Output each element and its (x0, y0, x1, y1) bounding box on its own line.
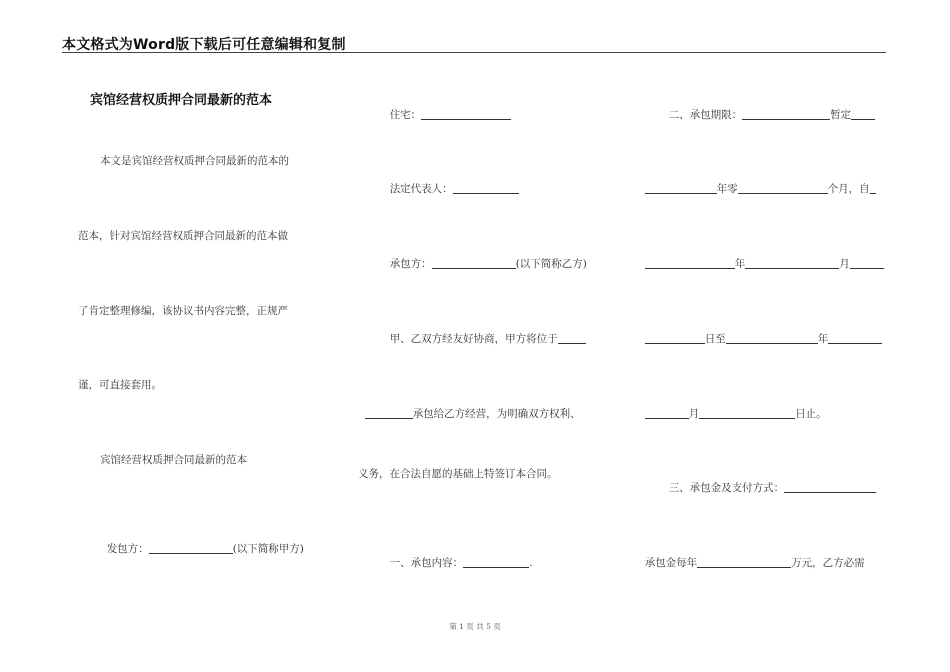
term-text-a: 年零 (716, 183, 738, 195)
zhuzhai-blank[interactable] (421, 109, 511, 120)
intro-line-4: 谨，可直接套用。 (78, 379, 162, 391)
fading-line (383, 168, 519, 196)
contract-subtitle: 宾馆经营权质押合同最新的范本 (100, 454, 247, 466)
start-day-blank-2[interactable] (645, 333, 705, 344)
intro-line-2: 范本，针对宾馆经营权质押合同最新的范本做 (78, 230, 288, 242)
chengbao-blank[interactable] (432, 258, 516, 269)
fading-blank[interactable] (453, 183, 519, 194)
term-line-3 (638, 243, 884, 271)
location-blank-2[interactable] (365, 408, 413, 419)
document-header: 本文格式为Word版下载后可任意编辑和复制 (62, 37, 346, 53)
section-1-end: . (529, 557, 533, 569)
term-text-d: 月 (839, 258, 850, 270)
chengbao-line (383, 243, 587, 271)
zhuzhai-label: 住宅： (389, 109, 422, 121)
fabao-suffix: (以下简称甲方) (232, 543, 304, 555)
payment-blank[interactable] (784, 482, 876, 493)
content-blank[interactable] (463, 557, 529, 568)
header-divider (62, 52, 886, 53)
term-line-2 (638, 168, 876, 196)
start-day-blank[interactable] (850, 258, 884, 269)
payment-line (638, 542, 865, 570)
fabao-line (100, 528, 304, 556)
years-blank[interactable] (645, 183, 717, 194)
end-day-blank[interactable] (699, 408, 795, 419)
payment-text-a: 承包金每年 (644, 557, 698, 569)
chengbao-label: 承包方： (389, 258, 432, 270)
amount-blank[interactable] (697, 557, 791, 568)
months-blank[interactable] (738, 183, 828, 194)
section-2-label: 二、承包期限： (668, 109, 743, 121)
end-month-blank[interactable] (828, 333, 882, 344)
start-year-blank[interactable] (645, 258, 735, 269)
term-blank-2[interactable] (851, 109, 875, 120)
fading-label: 法定代表人： (389, 183, 453, 195)
section-1-line (383, 542, 533, 570)
section-3-label: 三、承包金及支付方式： (668, 482, 785, 494)
term-line-4 (638, 318, 882, 346)
section-1-label: 一、承包内容： (389, 557, 464, 569)
term-text-h: 日止。 (795, 408, 827, 420)
term-text-c: 年 (734, 258, 746, 270)
fabao-label: 发包方： (106, 543, 149, 555)
term-text-e: 日至 (704, 333, 726, 345)
agreement-text-2: 承包给乙方经营，为明确双方权利、 (412, 408, 581, 420)
term-text-g: 月 (688, 408, 700, 420)
agreement-line-2 (358, 393, 581, 421)
page-number: 第 1 页 共 5 页 (449, 622, 501, 631)
term-blank-3[interactable] (870, 183, 876, 194)
start-month-blank[interactable] (745, 258, 839, 269)
agreement-text-1: 甲、乙双方经友好协商，甲方将位于 (389, 333, 558, 345)
section-3-line (662, 467, 876, 495)
term-line-5 (638, 393, 827, 421)
fabao-blank[interactable] (149, 543, 233, 554)
chengbao-suffix: (以下简称乙方) (515, 258, 587, 270)
document-title: 宾馆经营权质押合同最新的范本 (90, 93, 273, 108)
agreement-line-3: 义务，在合法自愿的基础上特签订本合同。 (358, 468, 558, 480)
location-blank[interactable] (558, 333, 586, 344)
agreement-line-1 (383, 318, 586, 346)
term-text-f: 年 (817, 333, 829, 345)
section-2-line (662, 94, 875, 122)
term-blank[interactable] (742, 109, 830, 120)
intro-line-1: 本文是宾馆经营权质押合同最新的范本的 (100, 155, 289, 167)
zhuzhai-line (383, 94, 511, 122)
end-year-blank[interactable] (726, 333, 818, 344)
term-text-b: 个月，自 (827, 183, 870, 195)
intro-line-3: 了肯定整理修编，该协议书内容完整，正规严 (78, 305, 288, 317)
term-mid: 暂定 (830, 109, 852, 121)
end-month-blank-2[interactable] (645, 408, 689, 419)
payment-text-b: 万元，乙方必需 (791, 557, 865, 569)
